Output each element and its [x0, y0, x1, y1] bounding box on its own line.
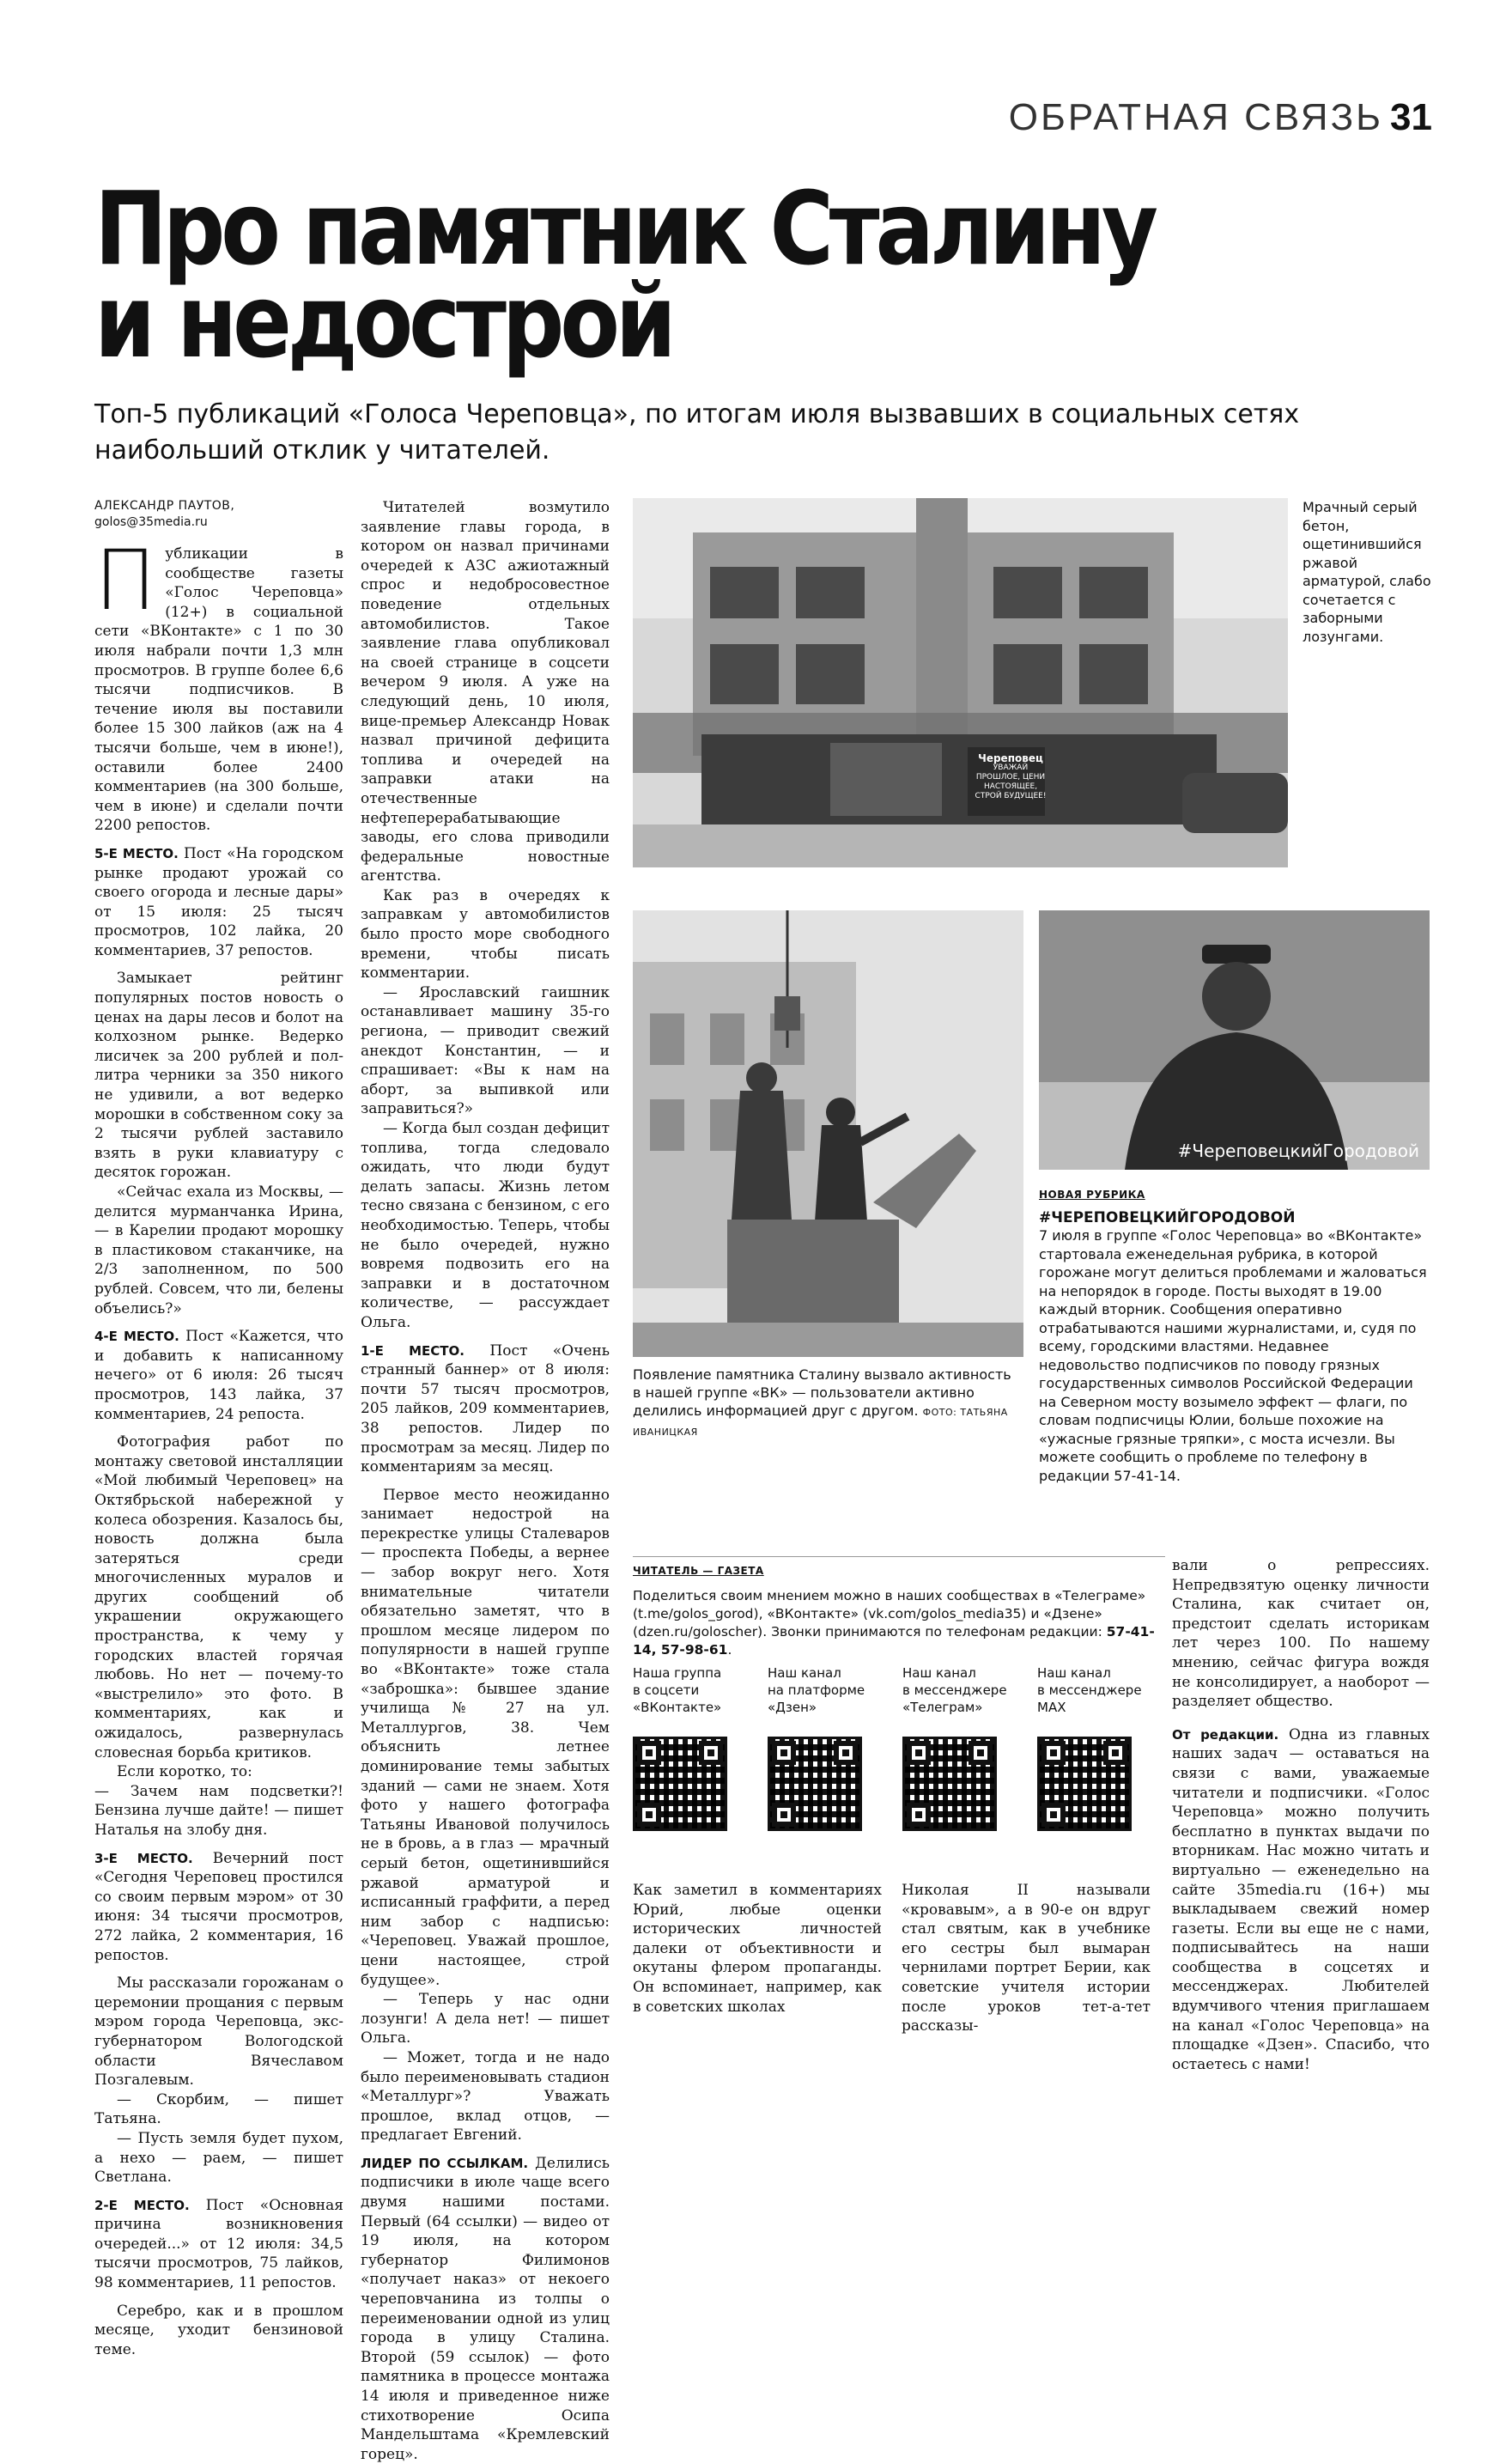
- reader-label: ЧИТАТЕЛЬ — ГАЗЕТА: [633, 1565, 764, 1577]
- page-number: 31: [1390, 96, 1432, 138]
- paragraph: Читателей возмутило заявление главы города, в котором он назвал причинами очередей к АЗС ажиотажный спрос и недобросовестное поведение отдельных автомобилистов. Такое заявление глава опубликовал на своей странице в соцсети вечером 9 июля. А уже на следующий день, 10 июля, вице-премьер Александр Новак назвал причиной дефицита топлива и очередей на заправки атаки на отечественные нефтеперерабатывающие заводы, его слова приводили федеральные новостные агентства.: [361, 499, 610, 885]
- building-illustration: [633, 498, 1288, 867]
- editorial-text: Одна из главных наших задач — оставаться на связи с вами, уважаемые читатели и подписчики. «Голос Череповца» можно получить бесплатно в пунктах выдачи по вторникам. Нас можно читать и виртуально — еженедельно на сайте 35media.ru (16+) мы выкладываем свежий номер газеты. Если вы еще не с нами, подписывайтесь на наши сообщества в соцсетях и мессенджерах. Любителей вдумчивого чтения приглашаем на канал «Голос Череповца» на площадке «Дзен». Спасибо, что остаетесь с нами!: [1172, 1725, 1430, 2073]
- qr-label-dzen: [768, 1664, 896, 1716]
- paragraph: Если коротко, то:: [117, 1763, 252, 1781]
- qr-label-line: в соцсети: [633, 1682, 700, 1698]
- intro-text: убликации в сообществе газеты «Голос Череповца» (12+) в социальной сети «ВКонтакте» с 1 по 30 июля набрали почти 1,3 млн просмотров. В группе более 6,6 тысячи подписчиков. В течение июля вы поставили более 15 300 лайков (аж на 4 тысячи больше, чем в июне!), оставили более 2400 комментариев (на 300 больше, чем в июне) и сделали почти 2200 репостов.: [94, 545, 343, 835]
- paragraph: — Ярославский гаишник останавливает машину 35-го региона, — приводит свежий анекдот Константин, — и спрашивает: «Вы к нам на аборт, за выпивкой или заправиться?»: [361, 983, 610, 1118]
- qr-label-line: в мессенджере: [902, 1682, 1007, 1698]
- paragraph: Серебро, как и в прошлом месяце, уходит бензиновой теме.: [94, 2302, 343, 2358]
- qr-label-line: Наша группа: [633, 1665, 722, 1681]
- author-name: АЛЕКСАНДР ПАУТОВ,: [94, 499, 235, 513]
- reader-text: Поделиться своим мнением можно в наших сообществах в «Телеграме» (t.me/golos_gorod), «ВКонтакте» (vk.com/golos_media35) и «Дзене» (dzen.ru/goloscher). Звонки принимаются по телефонам редакции: 57-41-14, 57-98-61.: [633, 1588, 1155, 1658]
- paragraph: — Скорбим, — пишет Татьяна.: [94, 2090, 343, 2128]
- qr-label-telegram: [902, 1664, 1031, 1716]
- place-5-text: Пост «На городском рынке продают урожай со своего огорода и лесные дары» от 15 июля: 25 тысяч просмотров, 102 лайка, 20 комментариев, 37 репостов.: [94, 844, 344, 959]
- photo-unfinished-building: [633, 498, 1288, 867]
- photo-city-guard-statue: [1039, 910, 1430, 1170]
- bottom-column-1: [633, 1881, 882, 2017]
- paragraph: — Зачем нам подсветки?! Бензина лучше дайте! — пишет Наталья на злобу дня.: [94, 1782, 343, 1839]
- article-column-2: [361, 498, 610, 2464]
- place-3-label: 3-Е МЕСТО.: [94, 1850, 193, 1866]
- photo-stalin-monument: [633, 910, 1023, 1357]
- photo-caption-monument: [633, 1366, 1023, 1441]
- links-leader-label: ЛИДЕР ПО ССЫЛКАМ.: [361, 2155, 529, 2171]
- reader-block: [633, 1565, 1165, 1659]
- rubric-title: #ЧЕРЕПОВЕЦКИЙГОРОДОВОЙ: [1039, 1209, 1296, 1226]
- qr-label-vk: [633, 1664, 762, 1716]
- reader-phones: 57-41-14, 57-98-61: [633, 1624, 1155, 1658]
- place-5-label: 5-Е МЕСТО.: [94, 845, 179, 861]
- qr-label-line: Наш канал: [1037, 1665, 1111, 1681]
- paragraph: «Сейчас ехала из Москвы, — делится мурманчанка Ирина, — в Карелии продают морошку в пластиковом стаканчике, на 2/3 заполненном, по 500 рублей. Совсем, что ли, белены объелись?»: [94, 1183, 343, 1317]
- monument-illustration: [633, 910, 1023, 1357]
- lead-paragraph: Топ-5 публикаций «Голоса Череповца», по итогам июля вызвавших в социальных сетях наибольший отклик у читателей.: [94, 399, 1300, 465]
- caption-text: Появление памятника Сталину вызвало активность в нашей группе «ВК» — пользователи активно делились информацией друг с другом.: [633, 1366, 1011, 1419]
- links-leader-text: Делились подписчики в июле чаще всего двумя нашими постами. Первый (64 ссылки) — видео от 19 июля, на котором губернатор Филимонов «получает наказ» от некоего череповчанина из толпы о переименовании одной из улиц города в улицу Сталина. Второй (59 ссылок) — фото памятника в процессе монтажа 14 июля и приведенное ниже стихотворение Осипа Мандельштама «Кремлевский горец».: [361, 2154, 610, 2463]
- banner-title: Череповец: [978, 752, 1043, 764]
- paragraph: Как раз в очередях к заправкам у автомобилистов было просто море свободного времени, чтобы писать комментарии.: [361, 886, 610, 983]
- place-4-label: 4-Е МЕСТО.: [94, 1329, 179, 1345]
- rubric-label: НОВАЯ РУБРИКА: [1039, 1189, 1145, 1201]
- headline-line-1: Про памятник Сталину: [94, 169, 1154, 288]
- banner-slogan: УВАЖАЙ ПРОШЛОЕ, ЦЕНИ НАСТОЯЩЕЕ, СТРОЙ БУДУЩЕЕ!: [975, 764, 1047, 800]
- paragraph: Как заметил в комментариях Юрий, любые оценки исторических личностей далеки от объективности и окутаны флером пропаганды. Он вспоминает, например, как в советских школах: [633, 1882, 882, 2016]
- rubric-text: 7 июля в группе «Голос Череповца» во «ВКонтакте» стартовала еженедельная рубрика, в которой горожане могут делиться проблемами и жаловаться на непорядок в городе. Посты выходят в 19.00 каждый вторник. Сообщения оперативно отрабатываются нашими журналистами, и, судя по всему, городскими властями. Недавнее недовольство подписчиков по поводу грязных государственных символов Российской Федерации на Северном мосту возымело эффект — флаги, по словам подписчицы Юлии, больше похожие на «ужасные грязные тряпки», с моста исчезли. Вы можете сообщить о проблеме по телефону в редакции 57-41-14.: [1039, 1227, 1427, 1484]
- qr-code-dzen[interactable]: [768, 1737, 862, 1831]
- paragraph: — Может, тогда и не надо было переименовывать стадион «Металлург»? Уважать прошлое, вклад отцов, — предлагает Евгений.: [361, 2048, 610, 2145]
- banner-text: [972, 754, 1049, 801]
- qr-label-max: [1037, 1664, 1166, 1716]
- qr-label-line: MAX: [1037, 1700, 1066, 1715]
- place-4-text: Пост «Кажется, что и добавить к написанному нечего» от 6 июля: 26 тысяч просмотров, 143 лайка, 37 комментариев, 24 репоста.: [94, 1328, 343, 1423]
- qr-label-line: «Телеграм»: [902, 1700, 983, 1715]
- qr-label-line: Наш канал: [902, 1665, 976, 1681]
- paragraph: Николая II называли «кровавым», а в 90-е он вдруг стал святым, как в учебнике его сестры был вымаран чернилами портрет Берии, как советские учителя истории после уроков тет-а-тет рассказы-: [902, 1882, 1151, 2035]
- place-1-label: 1-Е МЕСТО.: [361, 1342, 465, 1359]
- qr-label-line: «Дзен»: [768, 1700, 817, 1715]
- photo-caption-building: Мрачный серый бетон, ощетинившийся ржавой арматурой, слабо сочетается с заборными лозунгами.: [1303, 499, 1431, 645]
- photo-credit: ФОТО: ТАТЬЯНА ИВАНИЦКАЯ: [633, 1407, 1008, 1438]
- paragraph: Замыкает рейтинг популярных постов новость о ценах на дары лесов и болот на колхозном рынке. Ведерко лисичек за 200 рублей и пол-литра черники за 350 никого не удивили, а вот ведерко морошки в собственном соку за 2 тысячи рублей заставило взять в руки клавиатуру с десяток горожан.: [94, 970, 343, 1182]
- place-2-label: 2-Е МЕСТО.: [94, 2197, 190, 2213]
- paragraph: Мы рассказали горожанам о церемонии прощания с первым мэром города Череповца, экс-губернатором Вологодской области Вячеславом Позгалевым.: [94, 1974, 343, 2090]
- paragraph: — Теперь у нас одни лозунги! А дела нет! — пишет Ольга.: [361, 1991, 610, 2047]
- paragraph: — Когда был создан дефицит топлива, тогда следовало ожидать, что люди будут делать запасы. Жизнь летом тесно связана с бензином, с его необходимостью. Теперь, чтобы не было очередей, нужно вовремя подвозить его на заправки и в достаточном количестве, — рассуждает Ольга.: [361, 1120, 610, 1331]
- place-1-text: Пост «Очень странный баннер» от 8 июля: почти 57 тысяч просмотров, 205 лайков, 209 комментариев, 38 репостов. Лидер по просмотрам за месяц. Лидер по комментариям за месяц.: [361, 1342, 610, 1476]
- divider: [633, 1556, 1165, 1557]
- photo-watermark: #ЧереповецкийГородовой: [1177, 1141, 1419, 1161]
- qr-code-max[interactable]: [1037, 1737, 1132, 1831]
- reader-text-body: Поделиться своим мнением можно в наших сообществах в «Телеграме» (t.me/golos_gorod), «ВКонтакте» (vk.com/golos_media35) и «Дзене» (dzen.ru/goloscher). Звонки принимаются по телефонам редакции:: [633, 1588, 1146, 1640]
- qr-label-line: на платформе: [768, 1682, 865, 1698]
- author-email: golos@35media.ru: [94, 515, 208, 529]
- paragraph: Фотография работ по монтажу световой инсталляции «Мой любимый Череповец» на Октябрьской набережной у колеса обозрения. Казалось бы, новость должна была затеряться среди многочисленных муралов и других сообщений об украшении окружающего пространства, к чему у городских властей горячая любовь. Но нет — почему-то «выстрелило» это фото. В комментариях, как и ожидалось, развернулась словесная борьба критиков.: [94, 1433, 343, 1761]
- paragraph: Первое место неожиданно занимает недострой на перекрестке улицы Сталеваров — проспекта Победы, а вернее — забор вокруг него. Хотя внимательные читатели обязательно заметят, что в прошлом месяце лидером по популярности в нашей группе во «ВКонтакте» тоже стала «заброшка»: бывшее здание училища № 27 на ул. Металлургов, 38. Чем объяснить летнее доминирование темы забытых зданий — сами не знаем. Хотя фото у нашего фотографа Татьяны Ивановой получилось не в бровь, а в глаз — мрачный серый бетон, ощетинившийся ржавой арматурой и исписанный граффити, а перед ним забор с надписью: «Череповец. Уважай прошлое, цени настоящее, строй будущее».: [361, 1486, 610, 1989]
- headline: [94, 169, 1202, 380]
- paragraph: — Пусть земля будет пухом, а нехо — раем, — пишет Светлана.: [94, 2129, 343, 2187]
- place-2-text: Пост «Основная причина возникновения очередей...» от 12 июля: 34,5 тысячи просмотров, 75 лайков, 98 комментариев, 11 репостов.: [94, 2196, 343, 2292]
- qr-code-vk[interactable]: [633, 1737, 727, 1831]
- qr-label-line: в мессенджере: [1037, 1682, 1142, 1698]
- headline-line-2: и недострой: [94, 262, 672, 380]
- rubric-block: [1039, 1189, 1430, 1485]
- paragraph: вали о репрессиях. Непредвзятую оценку личности Сталина, как считает он, предстоит сделать историкам лет через 100. По нашему мнению, сейчас фигура вождя не консолидирует, а наоборот — разделяет общество.: [1172, 1557, 1430, 1711]
- section-header: [1009, 96, 1432, 139]
- place-3-text: Вечерний пост «Сегодня Череповец простился со своим первым мэром» от 30 июня: 34 тысячи просмотров, 272 лайка, 2 комментария, 16 репостов.: [94, 1849, 343, 1964]
- editorial-label: От редакции.: [1172, 1726, 1279, 1743]
- section-name: ОБРАТНАЯ СВЯЗЬ: [1008, 96, 1384, 138]
- qr-code-telegram[interactable]: [902, 1737, 997, 1831]
- qr-label-line: Наш канал: [768, 1665, 841, 1681]
- qr-label-line: «ВКонтакте»: [633, 1700, 722, 1715]
- dropcap: П: [94, 532, 157, 629]
- bottom-column-2: [902, 1881, 1151, 2036]
- bottom-column-3: [1172, 1556, 1430, 2074]
- article-column-1: [94, 498, 343, 2359]
- statue-illustration: [1039, 910, 1430, 1170]
